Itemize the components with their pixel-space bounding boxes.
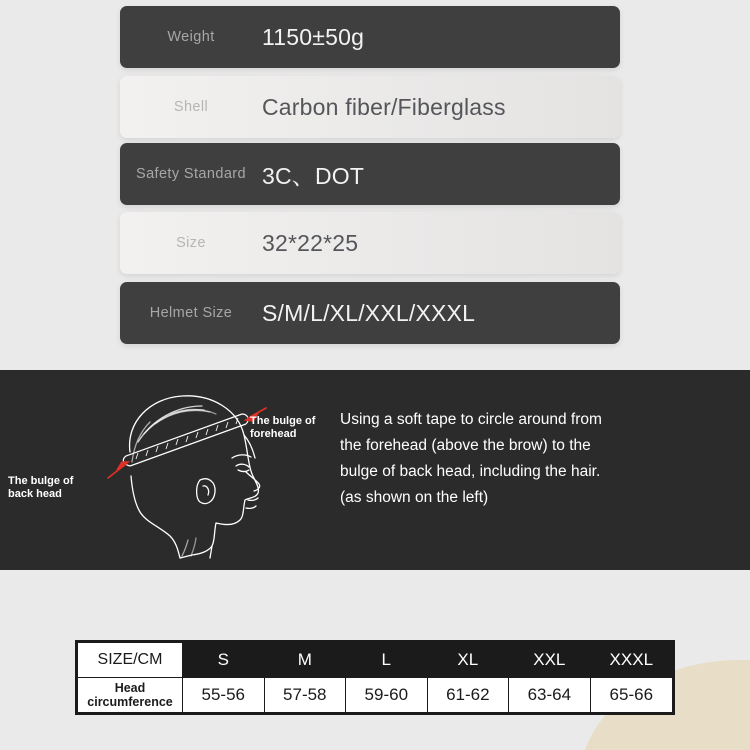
table-header-cell: SIZE/CM — [77, 642, 183, 678]
label-backhead-bulge: The bulge of back head — [8, 475, 74, 500]
table-cell: 55-56 — [183, 678, 265, 714]
instruction-line: the forehead (above the brow) to the — [340, 437, 591, 454]
table-header-cell: L — [346, 642, 428, 678]
spec-value: 3C、DOT — [262, 162, 365, 189]
table-header-cell: XXL — [509, 642, 591, 678]
table-cell: 59-60 — [346, 678, 428, 714]
table-header-cell: S — [183, 642, 265, 678]
instruction-line: (as shown on the left) — [340, 489, 489, 506]
spec-value: 1150±50g — [262, 23, 365, 50]
table-cell: 57-58 — [264, 678, 346, 714]
table-cell: 65-66 — [590, 678, 673, 714]
row-label-line1: Head — [114, 681, 146, 695]
spec-label: Safety Standard — [136, 166, 246, 182]
spec-row — [120, 76, 620, 138]
spec-row — [120, 282, 620, 344]
specifications-section — [0, 0, 750, 370]
spec-label: Size — [176, 235, 206, 251]
spec-row — [120, 6, 620, 68]
spec-row — [120, 212, 620, 274]
spec-label: Shell — [173, 99, 209, 115]
instruction-line: Using a soft tape to circle around from — [340, 411, 602, 428]
spec-value: 32*22*25 — [262, 229, 359, 256]
spec-label: Weight — [167, 29, 215, 45]
spec-value: Carbon fiber/Fiberglass — [262, 93, 506, 120]
spec-label: Helmet Size — [149, 305, 233, 321]
size-chart-section — [0, 570, 750, 750]
table-cell: 61-62 — [427, 678, 509, 714]
row-label-line2: circumference — [87, 695, 173, 709]
spec-value: S/M/L/XL/XXL/XXXL — [262, 299, 476, 326]
table-header-cell: XXXL — [590, 642, 673, 678]
table-header-cell: XL — [427, 642, 509, 678]
measurement-instruction-text — [340, 407, 640, 511]
table-cell: 63-64 — [509, 678, 591, 714]
head-measurement-illustration — [60, 380, 340, 560]
measurement-instructions-section — [0, 370, 750, 570]
table-header-cell: M — [264, 642, 346, 678]
table-row-label — [77, 678, 183, 714]
spec-row — [120, 143, 620, 205]
table-row-header — [77, 642, 674, 678]
size-chart-table — [75, 640, 675, 715]
instruction-line: bulge of back head, including the hair. — [340, 463, 601, 480]
label-forehead-bulge: The bulge of forehead — [250, 415, 316, 440]
table-row — [77, 678, 674, 714]
